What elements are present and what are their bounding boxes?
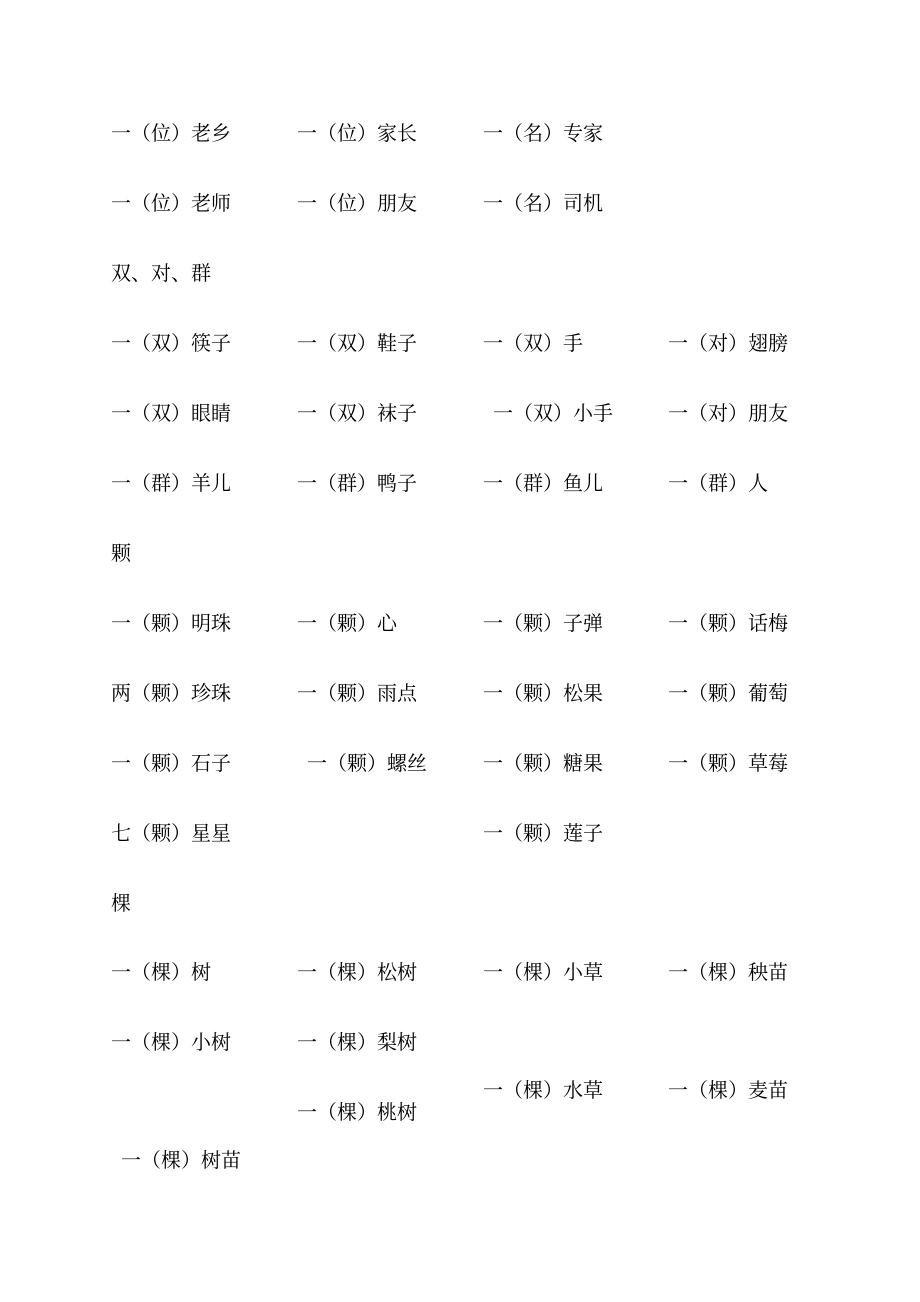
phrase: 一（群）鱼儿: [483, 471, 603, 495]
phrase: 一（颗）心: [297, 611, 397, 635]
phrase: 一（位）家长: [297, 121, 417, 145]
phrase: 一（棵）秧苗: [668, 960, 788, 984]
phrase: 一（颗）话梅: [668, 611, 788, 635]
phrase: 一（颗）明珠: [111, 611, 231, 635]
phrase: 一（颗）葡萄: [668, 681, 788, 705]
phrase: 一（棵）桃树: [297, 1100, 417, 1124]
phrase: 一（位）老乡: [111, 121, 231, 145]
phrase: 一（位）朋友: [297, 191, 417, 215]
section-heading: 双、对、群: [111, 261, 211, 285]
phrase: 一（颗）子弹: [483, 611, 603, 635]
phrase: 一（颗）糖果: [483, 751, 603, 775]
phrase: 一（颗）莲子: [483, 821, 603, 845]
phrase: 两（颗）珍珠: [111, 681, 231, 705]
phrase: 一（棵）松树: [297, 960, 417, 984]
phrase: 一（名）专家: [483, 121, 603, 145]
phrase: 一（棵）梨树: [297, 1030, 417, 1054]
phrase: 一（颗）雨点: [297, 681, 417, 705]
phrase: 一（颗）松果: [483, 681, 603, 705]
phrase: 一（双）小手: [493, 401, 613, 425]
phrase: 一（棵）麦苗: [668, 1078, 788, 1102]
phrase: 一（颗）草莓: [668, 751, 788, 775]
phrase: 一（对）翅膀: [668, 331, 788, 355]
phrase: 一（群）人: [668, 471, 768, 495]
phrase: 一（颗）螺丝: [307, 751, 427, 775]
phrase: 一（双）眼睛: [111, 401, 231, 425]
phrase: 一（名）司机: [483, 191, 603, 215]
phrase: 一（双）鞋子: [297, 331, 417, 355]
phrase: 一（颗）石子: [111, 751, 231, 775]
phrase: 一（棵）水草: [483, 1078, 603, 1102]
phrase: 一（对）朋友: [668, 401, 788, 425]
phrase: 一（棵）树: [111, 960, 211, 984]
phrase: 一（群）羊儿: [111, 471, 231, 495]
phrase: 一（双）袜子: [297, 401, 417, 425]
phrase: 一（棵）小草: [483, 960, 603, 984]
section-heading: 棵: [111, 891, 131, 915]
phrase: 一（棵）小树: [111, 1030, 231, 1054]
phrase: 一（双）筷子: [111, 331, 231, 355]
section-heading: 颗: [111, 541, 131, 565]
phrase: 一（双）手: [483, 331, 583, 355]
phrase: 七（颗）星星: [111, 821, 231, 845]
phrase: 一（位）老师: [111, 191, 231, 215]
phrase: 一（棵）树苗: [121, 1148, 241, 1172]
phrase: 一（群）鸭子: [297, 471, 417, 495]
